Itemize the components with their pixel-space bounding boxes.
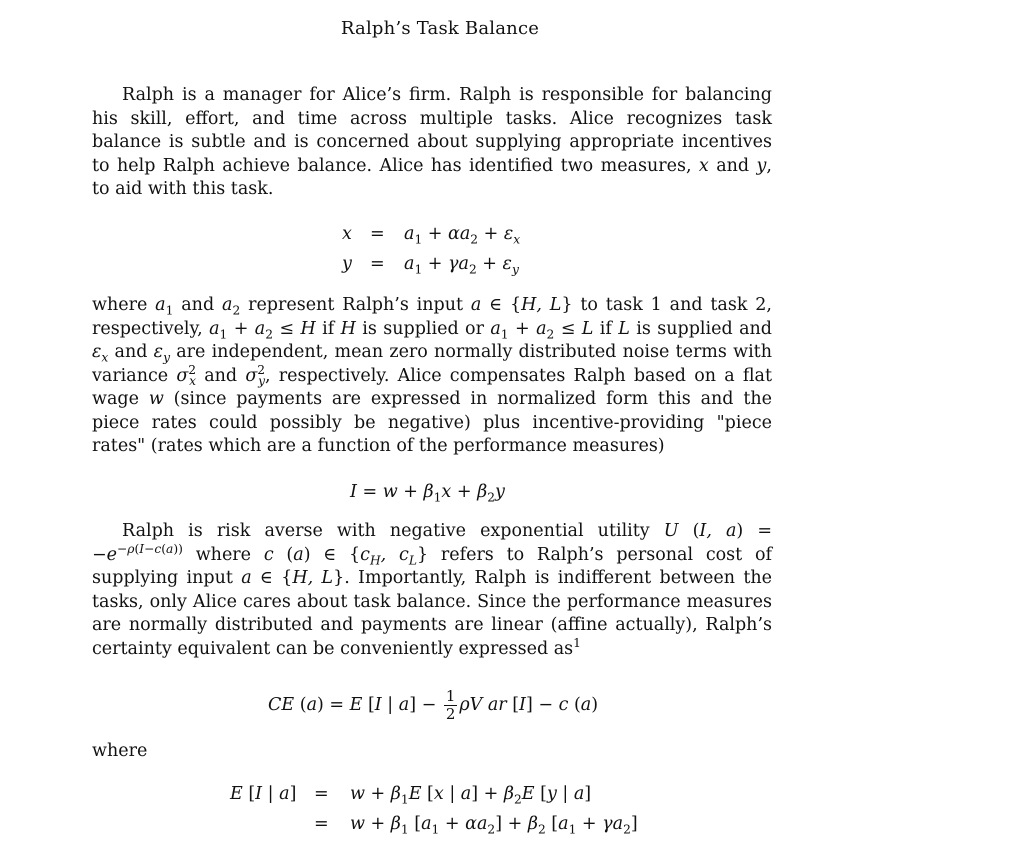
paragraph-utility: Ralph is risk averse with negative exponential utility U (I, $a) = -e^{-\rho(I-c(a))}$ where c (a) ∈ {$c_H$, $c_L$} refers to Ralph’s personal cost of supplying input a ∈ {H, L}. Importantly, Ralph is indifferent between the tasks, only Alice cares about task balance. Since the performance measures are normally distributed and payments are linear (affine actually), Ralph’s certainty equivalent can be conveniently expressed $as^1$ xyxy=(92,521,772,659)
income-equation: $I = w + \beta_1x + \beta_2y$ xyxy=(350,482,505,505)
paragraph-intro: Ralph is a manager for Alice’s firm. Ralph is responsible for balancing his skill, effort, and time across multiple tasks. Alice recognizes task balance is subtle and is concerned about supplying appropriate incentives to help Ralph achieve balance. Alice has identified two measures, x and y, to aid with this task. xyxy=(92,85,772,199)
certainty-equivalent-equation: CE (a) = E [I | a] − $\frac{1}{2}$ ρV ar [I] − c (a) xyxy=(268,687,599,723)
page-title: Ralph’s Task Balance xyxy=(340,18,540,39)
paragraph-definitions: where $a_1$ and $a_2$ represent Ralph’s input a ∈ {H, L} to task 1 and task 2, respectively, $a_1 + a_2 \le H$ if H is supplied or $a_1 + a_2 \le L$ if L is supplied and $\varepsilon_x$ and $\varepsilon_y$ are independent, mean zero normally distributed noise terms with variance $\sigma^2_x$ and $\sigma^2_y$, respectively. Alice compensates Ralph based on a flat wage w (since payments are expressed in normalized form this and the piece rates could possibly be negative) plus incentive-providing "piece rates" (rates which are a function of the performance measures) xyxy=(92,295,772,456)
paragraph-where: where xyxy=(92,741,148,761)
